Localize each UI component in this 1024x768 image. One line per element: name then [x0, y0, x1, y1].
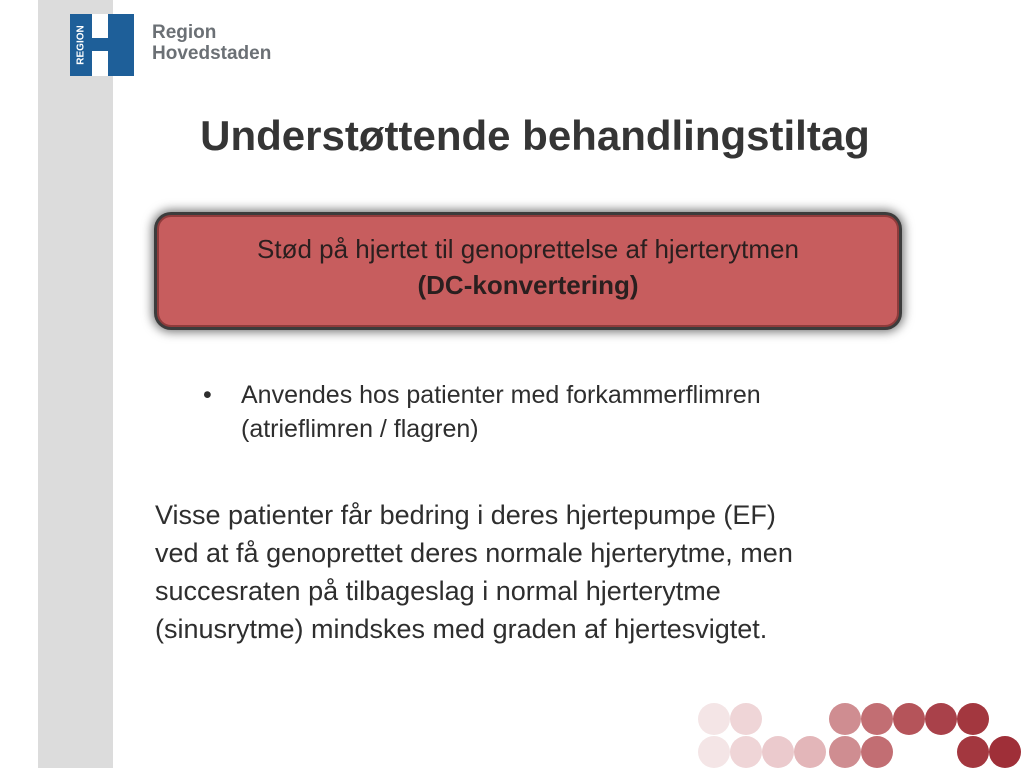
- decor-dot: [893, 703, 925, 735]
- bullet-marker: •: [203, 381, 212, 409]
- decor-dot: [730, 703, 762, 735]
- decor-dot: [957, 703, 989, 735]
- logo-line-region: Region: [152, 22, 217, 43]
- decor-dot: [698, 703, 730, 735]
- body-paragraph: [155, 496, 915, 648]
- decor-dot: [861, 736, 893, 768]
- decor-dot: [829, 703, 861, 735]
- bullet-line-1: Anvendes hos patienter med forkammerflimren: [241, 381, 761, 409]
- decor-dot: [730, 736, 762, 768]
- decor-dot: [925, 703, 957, 735]
- region-h-logo: [70, 14, 134, 76]
- bullet-item: [203, 378, 863, 446]
- decor-dot: [829, 736, 861, 768]
- bullet-line-2: (atrieflimren / flagren): [241, 415, 479, 443]
- paragraph-line-3: succesraten på tilbageslag i normal hjerterytme: [155, 576, 721, 606]
- decor-dot: [861, 703, 893, 735]
- decor-dot: [957, 736, 989, 768]
- logo-wordmark: [152, 22, 271, 64]
- logo-badge-text: REGION: [75, 25, 87, 65]
- slide-title: Understøttende behandlingstiltag: [200, 112, 870, 159]
- decor-dot: [762, 736, 794, 768]
- decor-dot: [794, 736, 826, 768]
- callout-line-2: (DC-konvertering): [417, 270, 639, 300]
- callout-line-1: Stød på hjertet til genoprettelse af hjerterytmen: [257, 234, 799, 264]
- decor-dot: [989, 736, 1021, 768]
- logo-line-hovedstaden: Hovedstaden: [152, 43, 272, 64]
- decor-dot: [698, 736, 730, 768]
- side-band: [38, 0, 113, 768]
- paragraph-line-4: (sinusrytme) mindskes med graden af hjertesvigtet.: [155, 614, 768, 644]
- callout-box: [157, 215, 899, 327]
- bullet-text: [241, 378, 863, 446]
- paragraph-line-1: Visse patienter får bedring i deres hjertepumpe (EF): [155, 500, 776, 530]
- paragraph-line-2: ved at få genoprettet deres normale hjerterytme, men: [155, 538, 793, 568]
